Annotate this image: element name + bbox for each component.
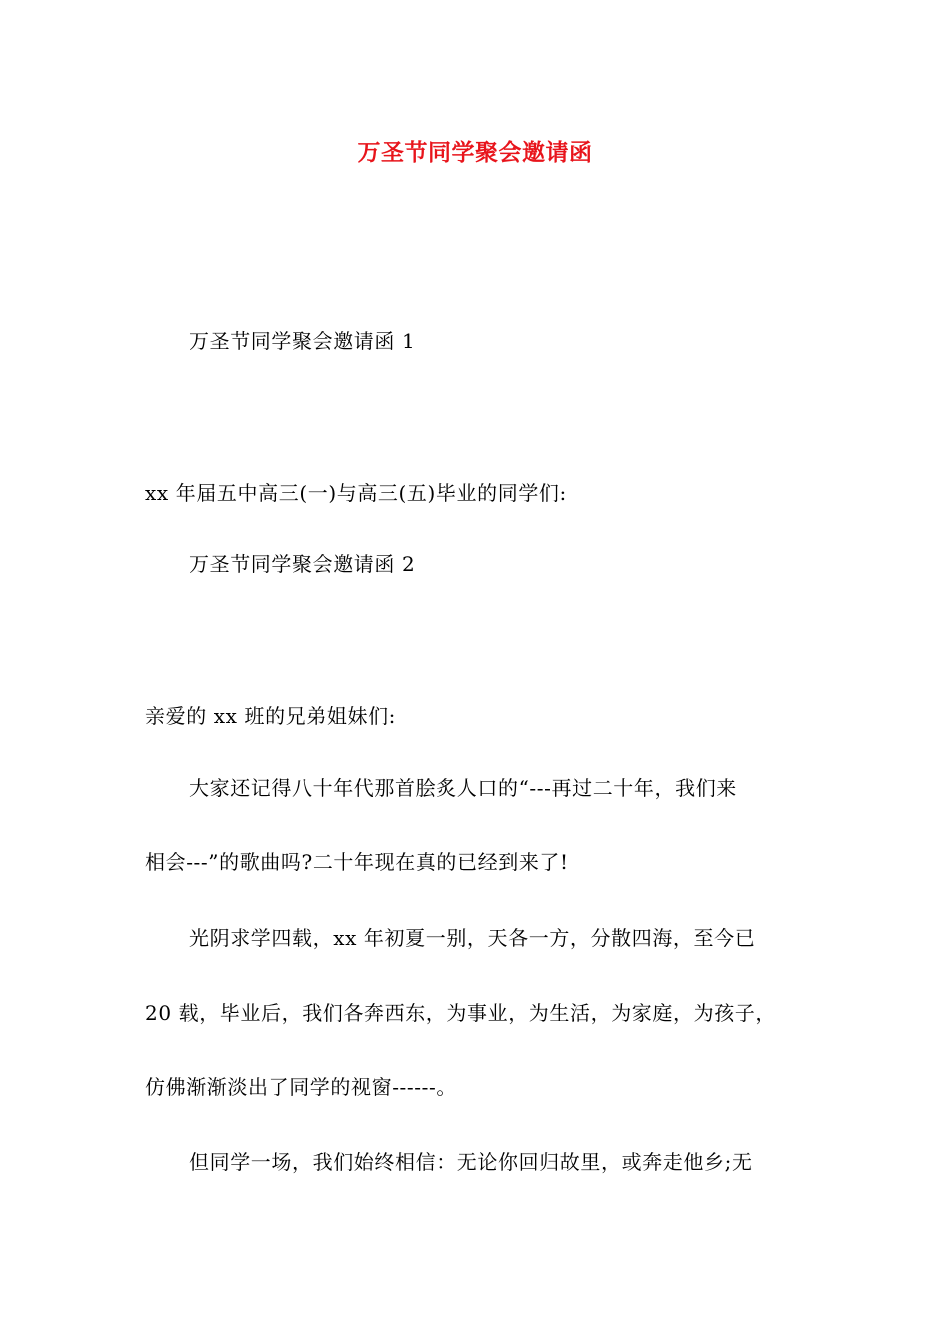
body-paragraph-line: 仿佛渐渐淡出了同学的视窗------。: [145, 1075, 457, 1099]
body-paragraph-line: 光阴求学四载，xx 年初夏一别，天各一方，分散四海，至今已: [189, 926, 756, 950]
body-paragraph-line: 20 载，毕业后，我们各奔西东，为事业，为生活，为家庭，为孩子，: [145, 1001, 777, 1025]
section-heading-2: 万圣节同学聚会邀请函 2: [189, 552, 416, 576]
document-title: 万圣节同学聚会邀请函: [357, 140, 593, 166]
body-paragraph-line: 但同学一场，我们始终相信：无论你回归故里，或奔走他乡;无: [189, 1150, 753, 1174]
section-heading-1: 万圣节同学聚会邀请函 1: [189, 329, 416, 353]
body-paragraph-line: 相会---”的歌曲吗?二十年现在真的已经到来了!: [145, 850, 569, 874]
greeting-line-1: xx 年届五中高三(一)与高三(五)毕业的同学们:: [145, 481, 567, 505]
greeting-line-2: 亲爱的 xx 班的兄弟姐妹们:: [145, 704, 397, 728]
body-paragraph-line: 大家还记得八十年代那首脍炙人口的“---再过二十年，我们来: [189, 776, 737, 800]
